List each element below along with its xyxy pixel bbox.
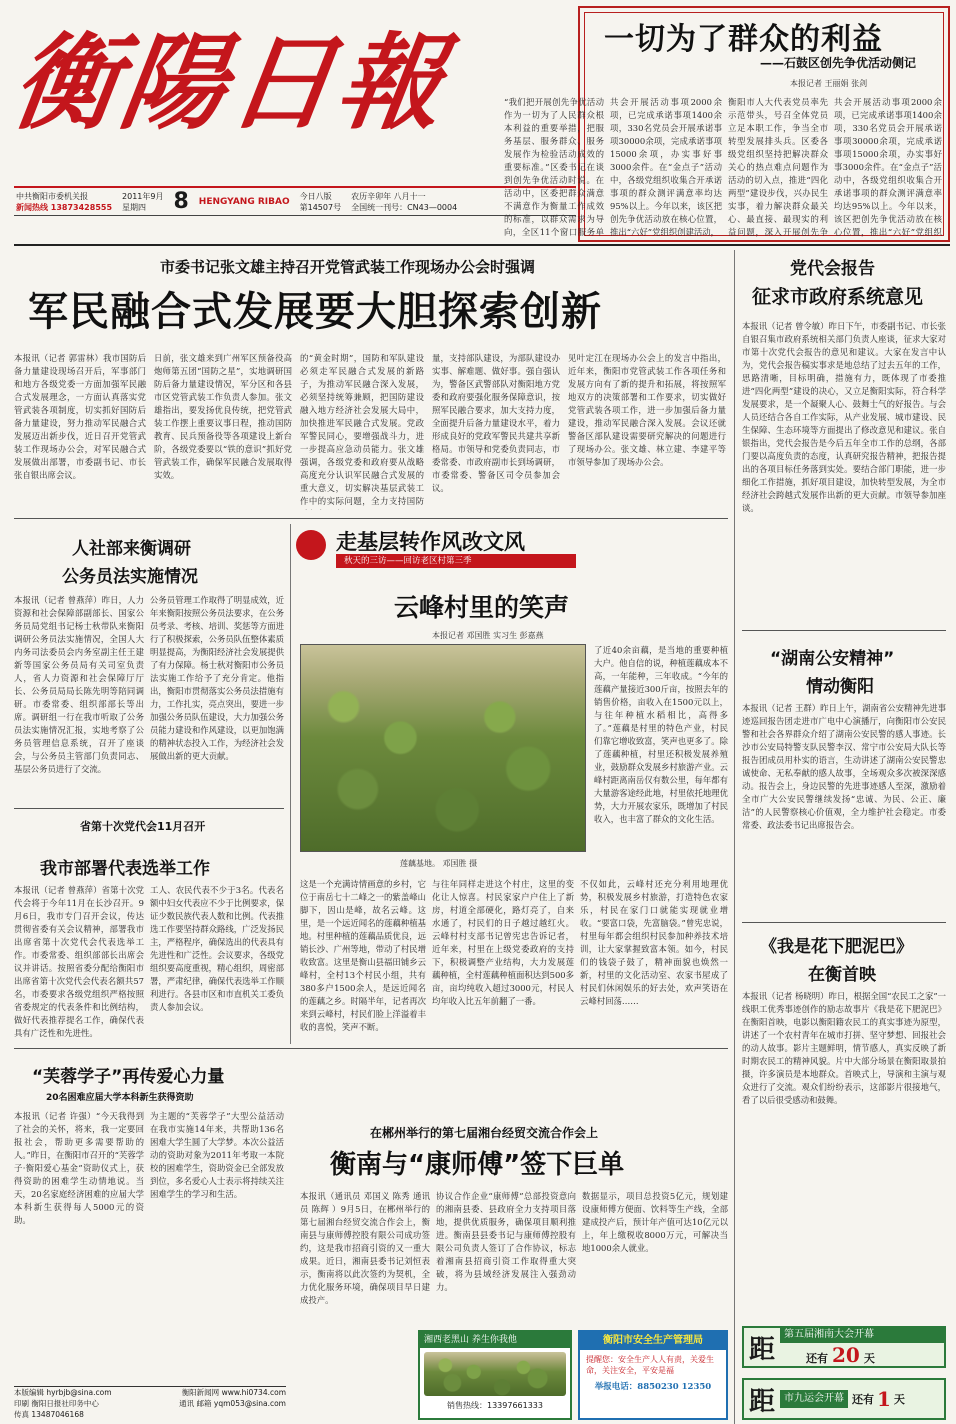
countdown-congress-unit: 天 <box>863 1352 875 1365</box>
left2-title1: 人社部来衡调研 <box>72 539 191 559</box>
bottom-title: 衡南与“康师傅”签下巨单 <box>330 1150 625 1180</box>
right3-title1: 《我是花下肥泥巴》 <box>760 937 913 957</box>
feature-banner <box>296 524 596 572</box>
right2-title2: 情动衡阳 <box>806 677 874 697</box>
page-count: 今日八版 <box>299 191 332 201</box>
footer-print: 印刷 衡阳日报社印务中心 <box>14 1399 99 1408</box>
feature-title: 云峰村里的笑声 <box>394 593 570 622</box>
feature-byline: 本报记者 邓国胜 实习生 彭嘉燕 <box>432 631 544 640</box>
masthead-logo <box>5 8 472 158</box>
right3-body: 本报讯（记者 杨晓明）昨日，根据全国“农民工之家”一线职工优秀事迹创作的励志故事片《我是花下肥泥巴》在衡阳首映，电影以衡阳籍农民工的真实事迹为原型，讲述了一个农村青年在城市打拼、坚守梦想、回报社会的动人故事。影片主题鲜明，情节感人，真实反映了新时期农民工的精神风貌。片中大部分场景在衡阳取景拍摄，许多演员是本地群众。首映式上，导演和主演与观众进行了交流。观众们纷纷表示，这部影片很接地气，看了以后很受感动和鼓舞。 <box>742 991 946 1105</box>
lead-col2: 日前，张文雄来到广州军区预备役高炮师第五团“国防之星”，实地调研国防后备力量建设情况，军分区和各县市区党管武装工作负责人参加。张文雄指出，要发扬优良传统，把党管武装工作摆上重要议事日程，推动国防教育、民兵预备役等各项建设上新台阶，各级党委要以“铁的意识”抓好党管武装工作，确保军民融合发展取得实效。 <box>154 353 292 480</box>
feature-col-b2: 与往年同样走进这个村庄，这里的变化让人惊喜。村民家家户户住上了新房，村道全部硬化，路灯亮了，自来水通了，村民们的日子越过越红火。云峰村村支部书记曾宪忠告诉记者，近年来，村里在上级党委政府的支持下，积极调整产业结构，大力发展莲藕种植，全村莲藕种植面积达到500多亩，亩均纯收入超过3000元，村民人均年收入比五年前翻了一番。 <box>432 879 574 1006</box>
ad-tea <box>418 1330 572 1420</box>
top-story-byline: 本报记者 王丽娟 张剑 <box>790 79 868 88</box>
left3-title: 我市部署代表选举工作 <box>40 859 210 879</box>
issue-number: 第14507号 <box>299 202 342 212</box>
countdown-congress-days: 20 <box>832 1343 860 1367</box>
masthead-info-bar <box>14 186 576 216</box>
lead-col1: 本报讯（记者 郭雷林）我市国防后备力量建设现场召开后，军事部门和地方各级党委一方面加强军民融合式发展理念，一方面认真落实党管武装各项制度，切实抓好国防后备力量建设，努力推动军民融合式发展迈出新步伐，近日召开党管武装工作现场办公会，对军民融合式发展做出部署，市委副书记、市长张自银出席会议。 <box>14 353 146 480</box>
top-story-title: 一切为了群众的利益 <box>604 22 883 57</box>
countdown-games-label: 市九运会开幕 <box>780 1390 848 1408</box>
countdown-games <box>742 1378 946 1420</box>
feature-col-right: 了近40余亩藕，是当地的重要种植大户。他自信的说，种植莲藕成本不高，一年能种，三年收成。“今年的莲藕产量接近300斤亩，按照去年的销售价格，亩收入在1500元以上，与往年种植水稻相比，高得多了。”莲藕是村里的特色产业，村民们靠它增收致富，笑声也更多了。除了莲藕种植，村里还积极发展养殖业，鼓励群众发展乡村旅游产业。云峰村距离南岳仅有数公里，每年都有大量游客途经此地，村里依托地理优势，大力开展农家乐，既增加了村民收入，也丰富了群众的文化生活。 <box>594 645 728 824</box>
cn-number: 全国统一刊号：CN43—0004 <box>351 202 458 212</box>
top-story-col2: 共会开展活动事项2000余项，已完成承诺事项1400余项，330名党员会开展承诺事项30000余项，完成承诺事项15000余项，办实事好事3000余件。在“金点子”活动中，各级党组织收集合开承诺事项的群众测评满意率均达95%以上。今年以来，该区把创先争优活动放在核心位置，推出“六好”党组织创建活动， <box>610 97 722 237</box>
left4-subtitle: 20名困难应届大学本科新生获得资助 <box>46 1093 194 1103</box>
footer-email: 本版编辑 hyrbjb@sina.com <box>14 1388 112 1397</box>
lead-kicker: 市委书记张文雄主持召开党管武装工作现场办公会时强调 <box>160 258 536 276</box>
left2-col2: 公务员管理工作取得了明显成效，近年来衡阳按照公务员法要求，在公务员考录、考核、培训、奖惩等方面进行了积极探索，公务员队伍整体素质明显提高，为衡阳经济社会发展提供了有力保障。杨士秋对衡阳市公务员法实施工作给予了充分肯定。他指出，衡阳市贯彻落实公务员法措施有力，工作扎实，亮点突出，要进一步加强公务员队伍建设，大力加强公务员能力建设和作风建设，以更加饱满的精神状态投入工作，为经济社会发展做出新的更大贡献。 <box>150 595 284 761</box>
bottom-col2: 协议合作企业“康师傅”总部投资意向的湘南县委、县政府全力支持项目落地，提供优质服务，确保项目顺利推进。衡南县县委书记与康师傅控股有限公司负责人签订了合作协议，标志着湘南县招商引资工作取得重大突破，将为县域经济发展注入强劲动力。 <box>436 1191 576 1292</box>
feature-col-b3: 不仅如此，云峰村还充分利用地理优势，积极发展乡村旅游，打造特色农家乐，村民在家门口就能实现就业增收。“要富口袋，先富脑袋。”曾宪忠说，村里每年都会组织村民参加种养技术培训，让大家掌握致富本领。如今，村民们的钱袋子鼓了，精神面貌也焕然一新，村里的文化活动室、农家书屋成了村民们休闲娱乐的好去处，欢声笑语在云峰村回荡…… <box>580 879 728 1006</box>
right2-title1: “湖南公安精神” <box>770 649 895 669</box>
ad-tea-image <box>424 1352 566 1396</box>
top-story-frame <box>504 6 950 242</box>
right1-title: 征求市政府系统意见 <box>752 286 924 308</box>
left3-col2: 工人、农民代表不少于3名。代表名额中妇女代表应不少于比例要求，保证少数民族代表人数和比例。代表推选工作要坚持群众路线，广泛发扬民主，严格程序，确保选出的代表具有先进性和广泛性。会议要求，各级党组织要高度重视，精心组织，周密部署，严肃纪律，确保代表选举工作顺利进行。各县市区和市直机关工委负责人参加会议。 <box>150 885 284 1012</box>
lunar-date: 农历辛卯年 八月十一 <box>351 191 426 201</box>
lead-title: 军民融合式发展要大胆探索创新 <box>28 289 602 335</box>
feature-photo <box>300 644 586 852</box>
ad-safety-phone: 举报电话：8850230 12350 <box>594 1382 712 1392</box>
issue-date: 2011年9月 <box>122 191 164 201</box>
left3-col1: 本报讯（记者 曾燕萍）省第十次党代会将于今年11月在长沙召开。9月6日，我市专门召开会议，传达贯彻省委有关会议精神，部署我市出席省第十次党代会代表选举工作。市委常委、组织部部长出席会议并讲话。按照省委分配给衡阳市出席省第十次党代会代表名额共57名，市委要求各级党组织严格按照省委规定的代表条件和比例结构，做好代表推荐提名工作，确保代表具有广泛性和先进性。 <box>14 885 144 1038</box>
countdown-congress-label: 第五届湘南大会开幕 <box>780 1327 944 1343</box>
footer-fax: 传真 13487046168 <box>14 1410 84 1419</box>
ad-safety <box>578 1330 728 1420</box>
countdown-congress <box>742 1326 946 1368</box>
lead-col4: 量，支持部队建设，为部队建设办实事、解难题、做好事。强自强认为，警备区武警部队对衡阳地方党委和政府要强化服务保障意识，按照军民融合要求，加大支持力度，全面提升后备力量建设水平，着力形成良好的党政军警民共建共享新格局。市领导和党委负责同志，市委常委、市政府副市长到场调研，市委常委、警备区司令员参加会议。 <box>432 353 560 493</box>
left4-title: “芙蓉学子”再传爱心力量 <box>32 1067 225 1087</box>
slogan-a: 中共衡阳市委机关报 <box>16 191 88 201</box>
countdown-games-days: 1 <box>877 1387 891 1411</box>
left4-col1: 本报讯（记者 许强）“今天我得到了社会的关怀，将来，我一定要回报社会，帮助更多需要帮助的人。”昨日，在衡阳市召开的“芙蓉学子·衡阳爱心基金”资助仪式上，获得资助的困难学生动情地说。当天，20名家庭经济困难的应届大学本科新生获得每人5000元的资助。 <box>14 1111 144 1225</box>
feature-col-b1: 这是一个充满诗情画意的乡村，它位于南岳七十二峰之一的紫盖峰山脚下，因山是峰，故名云峰。这里，是一个远近闻名的莲藕种植基地。村里种植的莲藕品质优良，远销长沙、广州等地，带动了村民增收致富。这里是衡山县福田铺乡云峰村，全村13个村民小组，共有380多户1500余人，是远近闻名的莲藕之乡。时隔半年，记者再次来到云峰村，村民们脸上洋溢着丰收的喜悦，笑声不断。 <box>300 879 426 1032</box>
right1-kicker: 党代会报告 <box>790 259 875 279</box>
ad-tea-phone: 销售热线：13397661333 <box>447 1401 543 1410</box>
brand-english: HENGYANG RIBAO <box>198 196 290 207</box>
top-story-col3: 衡阳市人大代表党员率先示范带头，号召全体党员立足本职工作，争当全市转型发展排头兵。区委各级党组织坚持把解决群众关心的热点难点问题作为活动的切入点，推进“四化两型”建设步伐，兴办民生实事，着力解决群众最关心、最直接、最现实的利益问题，深入开展创先争 <box>728 97 828 237</box>
countdown-games-unit: 天 <box>893 1393 905 1406</box>
countdown-congress-char: 距 <box>748 1334 775 1365</box>
page-number: 8 <box>173 189 189 214</box>
left4-col2: 为主题的“芙蓉学子”大型公益活动在我市实施14年来，共帮助136名困难大学生圆了大学梦。本次公益活动的资助对象为2011年考取一本院校的困难学生，资助资金已全部发放到位，多名爱心人士表示将持续关注困难学生的学习和生活。 <box>150 1111 284 1199</box>
bottom-kicker: 在郴州举行的第七届湘台经贸交流合作会上 <box>370 1126 599 1140</box>
lead-col3: 的“黄金时期”，国防和军队建设必须走军民融合式发展的新路子，为推动军民融合深入发展，必须坚持统筹兼顾，把国防建设融入地方经济社会发展大局中，加快推进军民融合式发展。党政军警民同心，要增强战斗力，进一步提高应急动员能力。张文雄强调，各级党委和政府要从战略高度充分认识军民融合式发展的重大意义，切实解决基层武装工作中的实际问题，全力支持国防 <box>300 353 424 506</box>
ad-tea-title: 湘西老黑山 养生你我他 <box>420 1332 570 1348</box>
footer-info <box>14 1386 286 1420</box>
lead-col5: 见叶定江在现场办公会上的发言中指出，近年来，衡阳市党管武装工作各项任务和发展方向有了新的提升和拓展，将按照军地双方的决策部署和工作要求，切实做好党管武装各项工作，进一步加强后备力量建设，推动军民融合深入发展。会议还就警备区部队建设需要研究解决的问题进行了现场办公。张文雄、林立建、李建平等市领导参加了现场办公会。 <box>568 353 726 467</box>
countdown-games-prefix: 还有 <box>852 1393 874 1406</box>
right3-title2: 在衡首映 <box>808 965 876 985</box>
footer-web[interactable]: 衡阳新闻网 www.hi0734.com <box>181 1388 286 1397</box>
countdown-congress-prefix: 还有 <box>806 1352 828 1365</box>
feature-banner-title: 走基层转作风改文风 <box>336 530 525 554</box>
feature-banner-sub: 秋天的三访——回访老区村第三季 <box>336 554 576 568</box>
ad-safety-title: 衡阳市安全生产管理局 <box>580 1332 726 1350</box>
right2-body: 本报讯（记者 王群）昨日上午，湖南省公安精神先进事迹巡回报告团走进市广电中心演播厅，向衡阳市公安民警和社会各界群众介绍了湖南公安民警的感人事迹。长沙市公安局特警支队民警李汉、常宁市公安局大队长等报告团成员用朴实的语言，生动讲述了湖南公安民警忠诚使命、无私奉献的感人故事，全场观众多次被深深感动。报告会上，身边民警的先进事迹感人至深，激励着全市广大公安民警继续发扬“忠诚、为民、公正、廉洁”的人民警察核心价值观，全力维护社会稳定。市委常委、政法委书记出席报告会。 <box>742 703 946 830</box>
countdown-games-char: 距 <box>748 1386 775 1417</box>
ad-safety-body: 提醒您：安全生产人人有责，关爱生命，关注安全，平安是福 <box>586 1355 714 1375</box>
top-story-col1: “我们把开展创先争优活动作为一切为了人民群众根本利益的重要举措，把服务基层、服务群众、服务发展作为检验活动成效的重要标准。”区委书记在谈到创先争优活动时说。在活动中，区委把群众满意不满意作为衡量工作成效的标准，以群众需求为导向，全区11个窗口服务单 <box>504 97 604 237</box>
left2-title2: 公务员法实施情况 <box>62 567 198 587</box>
feature-photo-caption: 莲藕基地。 邓国胜 摄 <box>400 859 478 868</box>
footer-email2: 通讯 邮箱 yqm053@sina.com <box>179 1399 286 1408</box>
top-story-subtitle: ——石鼓区创先争优活动侧记 <box>760 56 917 70</box>
left2-col1: 本报讯（记者 曾燕萍）昨日，人力资源和社会保障部副部长、国家公务员局党组书记杨士秋带队来衡阳调研公务员法实施情况，全国人大内务司法委员会内务室副主任王建新等国家公务员局有关司室负责人，省人力资源和社会保障厅厅长、公务员局局长陈先明等陪同调研。市委常委、组织部部长等出席。调研组一行在我市听取了公务员法实施情况汇报，实地考察了公务员管理信息系统，召开了座谈会，与公务员主管部门负责同志、基层公务员进行了交流。 <box>14 595 144 774</box>
bottom-col1: 本报讯（通讯员 邓国义 陈秀 通讯员 陈辉 ）9月5日，在郴州举行的第七届湘台经贸交流合作会上，衡南县与康师傅控股有限公司成功签约，这是我市招商引资的又一重大成果。近日，湘南县委书记刘恒表示，衡南将以此次签约为契机，全力优化服务环境，确保项目早日建成投产。 <box>300 1191 430 1305</box>
left3-kicker: 省第十次党代会11月召开 <box>80 820 206 833</box>
top-story-col4: 共会开展活动事项2000余项，已完成承诺事项1400余项，330名党员会开展承诺事项30000余项，完成承诺事项15000余项，办实事好事3000余件。在“金点子”活动中，各级党组织收集合开承诺事项的群众测评满意率均达95%以上。今年以来，该区把创先争优活动放在核心位置，推出“六好”党组织 <box>834 97 942 237</box>
bottom-col3: 数据显示，项目总投资5亿元，规划建设康师傅方便面、饮料等生产线，全部建成投产后，预计年产值可达10亿元以上，年上缴税收8000万元，可解决当地1000余人就业。 <box>582 1191 728 1253</box>
right1-body: 本报讯（记者 曾令敏）昨日下午，市委副书记、市长张自银召集市政府系统相关部门负责人座谈，征求大家对市第十次党代会报告的意见和建议。大家在发言中认为，党代会报告稿实事求是地总结了过去五年的工作，思路清晰，目标明确，措施有力，既体现了市委推进“四化两型”建设的决心，又立足衡阳实际，符合科学发展要求，是一个凝聚人心、鼓舞士气的好报告。与会人员还结合各自工作实际，从产业发展、城市建设、民生保障、生态环境等方面提出了修改意见和建议。张自银指出，党代会报告是今后五年全市工作的总纲，各部门要以高度负责的态度，认真研究报告精神，把报告提出的各项目标任务落到实处。要结合部门职能，进一步细化工作措施，抓好项目建设，加快转型发展，为全市经济社会跨越式发展作出新的更大贡献。市领导参加座谈。 <box>742 321 946 513</box>
issue-weekday: 星期四 <box>122 202 147 212</box>
newspaper-logo: 衡陽日報 <box>5 21 455 144</box>
news-hotline: 新闻热线 13873428555 <box>16 202 113 212</box>
banner-emblem-icon <box>296 530 326 560</box>
